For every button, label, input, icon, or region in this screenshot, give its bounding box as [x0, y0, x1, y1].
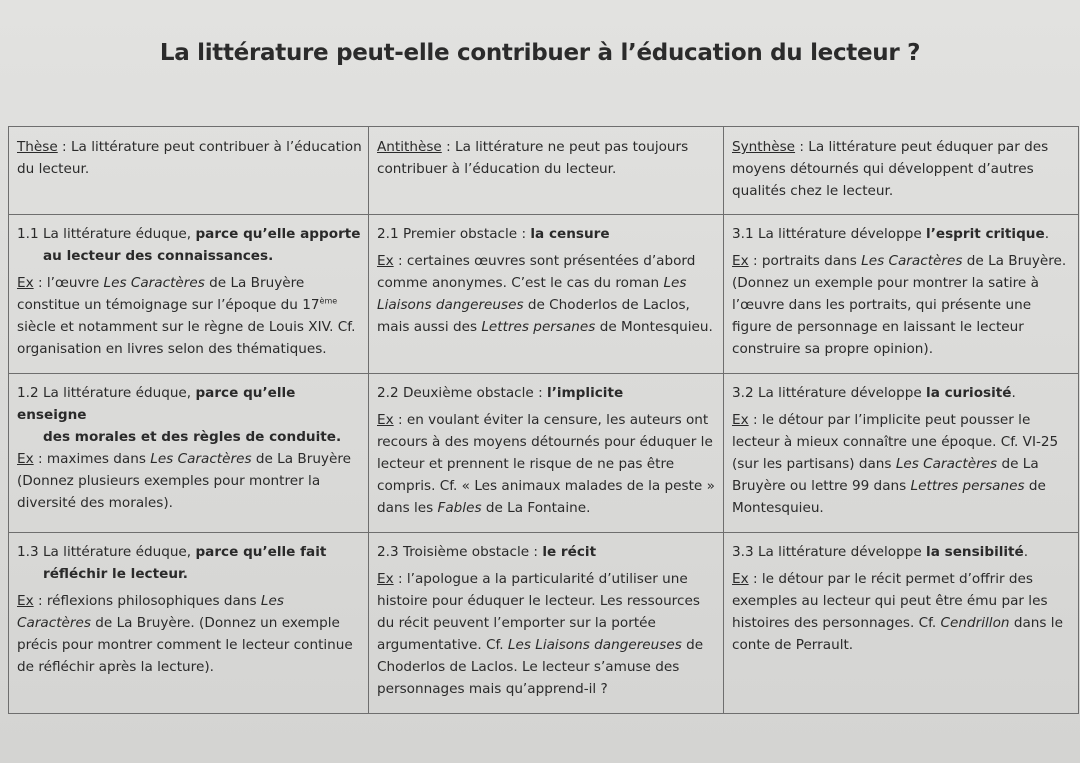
separator: :: [441, 139, 456, 155]
argument-table: [8, 126, 1079, 714]
cell-these-1-1: [9, 215, 369, 374]
cell-antithese-2-1: [369, 215, 724, 374]
example-text: Ex : l’œuvre Les Caractères de La Bruyère constitue un témoignage sur l’époque du 17ème siècle et notamment sur le règne de Louis XIV. Cf. organisation en livres selon des thématiques.: [17, 275, 356, 357]
example-text: Ex : portraits dans Les Caractères de La Bruyère. (Donnez un exemple pour montrer la satire à l’œuvre dans les portraits, qui présente une figure de personnage en laissant le lecteur construire sa propre opinion).: [732, 253, 1067, 357]
table-row: [9, 215, 1079, 374]
cell-these-1-3: [9, 533, 369, 714]
example-text: Ex : le détour par l’implicite peut pousser le lecteur à mieux connaître une époque. Cf. VI-25 (sur les partisans) dans Les Caractères de La Bruyère ou lettre 99 dans Lettres persanes de Montesquieu.: [732, 412, 1059, 516]
cell-antithese-2-3: [369, 533, 724, 714]
quality-heading: 3.1 La littérature développe l’esprit critique.: [732, 226, 1050, 242]
page-title: La littérature peut-elle contribuer à l’éducation du lecteur ?: [159, 40, 921, 66]
synthese-text: La littérature peut éduquer par des moyens détournés qui développent d’autres qualités chez le lecteur.: [732, 139, 1049, 199]
these-text: La littérature peut contribuer à l’éducation du lecteur.: [17, 139, 362, 177]
header-these: [9, 127, 369, 215]
cell-synthese-3-1: [724, 215, 1079, 374]
header-antithese: [369, 127, 724, 215]
example-text: Ex : l’apologue a la particularité d’utiliser une histoire pour éduquer le lecteur. Les ressources du récit peuvent l’emporter sur la portée argumentative. Cf. Les Liaisons dangereuses de Choderlos de Laclos. Le lecteur s’amuse des personnages mais qu’apprend-il ?: [377, 571, 704, 697]
table-row: [9, 533, 1079, 714]
separator: :: [57, 139, 71, 155]
cell-these-1-2: [9, 374, 369, 533]
table-row: [9, 374, 1079, 533]
cell-synthese-3-3: [724, 533, 1079, 714]
obstacle-heading: 2.2 Deuxième obstacle : l’implicite: [377, 385, 624, 401]
argument-heading: 1.1 La littérature éduque, parce qu’elle apporte au lecteur des connaissances.: [17, 226, 361, 264]
antithese-text: La littérature ne peut pas toujours contribuer à l’éducation du lecteur.: [377, 139, 689, 177]
quality-heading: 3.2 La littérature développe la curiosité.: [732, 385, 1016, 401]
example-text: Ex : le détour par le récit permet d’offrir des exemples au lecteur qui peut être ému par les histoires des personnages. Cf. Cendrillon dans le conte de Perrault.: [732, 571, 1063, 653]
these-label: Thèse: [17, 139, 58, 155]
example-text: Ex : en voulant éviter la censure, les auteurs ont recours à des moyens détournés pour éduquer le lecteur et prennent le risque de ne pas être compris. Cf. « Les animaux malades de la peste » dans les Fables de La Fontaine.: [377, 412, 715, 516]
cell-synthese-3-2: [724, 374, 1079, 533]
table-header-row: [9, 127, 1079, 215]
header-synthese: [724, 127, 1079, 215]
example-text: Ex : maximes dans Les Caractères de La Bruyère (Donnez plusieurs exemples pour montrer la diversité des morales).: [17, 451, 351, 511]
antithese-label: Antithèse: [377, 139, 442, 155]
example-text: Ex : certaines œuvres sont présentées d’abord comme anonymes. C’est le cas du roman Les Liaisons dangereuses de Choderlos de Laclos, mais aussi des Lettres persanes de Montesquieu.: [377, 253, 713, 335]
obstacle-heading: 2.1 Premier obstacle : la censure: [377, 226, 610, 242]
argument-heading: 1.3 La littérature éduque, parce qu’elle fait réfléchir le lecteur.: [17, 544, 327, 582]
argument-heading: 1.2 La littérature éduque, parce qu’elle enseigne des morales et des règles de conduite.: [17, 385, 342, 445]
cell-antithese-2-2: [369, 374, 724, 533]
quality-heading: 3.3 La littérature développe la sensibilité.: [732, 544, 1029, 560]
obstacle-heading: 2.3 Troisième obstacle : le récit: [377, 544, 597, 560]
synthese-label: Synthèse: [732, 139, 796, 155]
example-text: Ex : réflexions philosophiques dans Les Caractères de La Bruyère. (Donnez un exemple précis pour montrer comment le lecteur continue de réfléchir après la lecture).: [17, 593, 353, 675]
separator: :: [795, 139, 809, 155]
